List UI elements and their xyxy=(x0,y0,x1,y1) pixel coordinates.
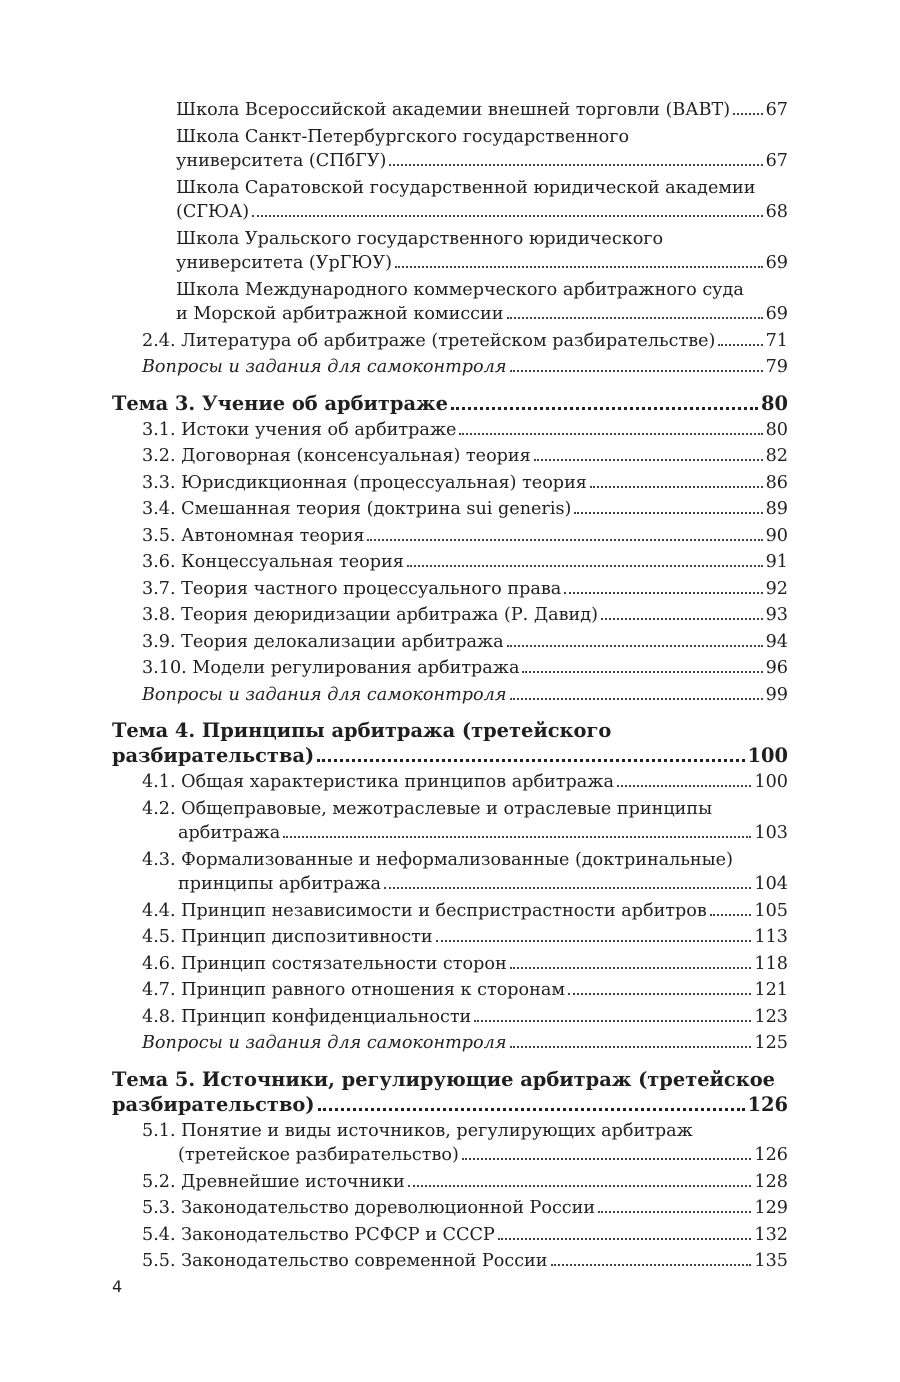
toc-entry xyxy=(112,1170,788,1195)
toc-entry xyxy=(112,630,788,655)
toc-page-number: 93 xyxy=(765,605,788,625)
toc-entry-title: 5.5. Законодательство современной России xyxy=(142,1251,548,1271)
dot-leader xyxy=(510,967,752,969)
toc-page-number: 128 xyxy=(754,1171,788,1192)
toc-entry-title: 3.3. Юрисдикционная (процессуальная) теория xyxy=(142,472,587,493)
toc-entry-title-cont: арбитража xyxy=(178,823,281,843)
dot-leader xyxy=(318,1108,745,1111)
toc-entry-title: Школа Саратовской государственной юридической академии xyxy=(176,177,756,198)
dot-leader xyxy=(252,215,762,217)
toc-entry-title: 5.3. Законодательство дореволюционной России xyxy=(142,1198,596,1218)
toc-page-number: 71 xyxy=(765,330,788,351)
toc-entry-title: 4.3. Формализованные и неформализованные (доктринальные) xyxy=(142,849,733,870)
topic-title: Тема 4. Принципы арбитража (третейского xyxy=(112,719,612,742)
toc-entry-title: 3.6. Концессуальная теория xyxy=(142,552,404,572)
toc-entry xyxy=(112,471,788,496)
topic-title: Тема 3. Учение об арбитраже xyxy=(112,391,448,415)
toc-entry-title: Вопросы и задания для самоконтроля xyxy=(142,1033,507,1053)
toc-page-number: 132 xyxy=(754,1224,788,1245)
toc-entry-title-cont: и Морской арбитражной комиссии xyxy=(176,304,504,324)
toc-entry-title: 3.2. Договорная (консенсуальная) теория xyxy=(142,446,531,466)
toc-entry xyxy=(112,418,788,443)
toc-page-number: 126 xyxy=(754,1145,788,1165)
toc-entry xyxy=(112,797,788,846)
toc-entry xyxy=(112,227,788,276)
toc-entry xyxy=(112,925,788,950)
toc-page-number: 67 xyxy=(765,100,788,120)
toc-entry-title: Школа Всероссийской академии внешней торговли (ВАВТ) xyxy=(176,100,731,120)
toc-entry-title: Вопросы и задания для самоконтроля xyxy=(142,357,507,377)
toc-entry xyxy=(112,1249,788,1274)
toc-page-number: 79 xyxy=(765,357,788,377)
toc-entry-title: 5.1. Понятие и виды источников, регулирующих арбитраж xyxy=(142,1120,693,1141)
toc-entry-questions xyxy=(112,355,788,380)
dot-leader xyxy=(407,565,763,567)
topic-title-cont: разбирательства) xyxy=(112,744,315,767)
toc-page-number: 104 xyxy=(754,874,788,894)
toc-entry xyxy=(112,848,788,897)
toc-page-number: 80 xyxy=(761,391,788,415)
toc-entry-title: Школа Уральского государственного юридического xyxy=(176,228,664,249)
toc-page-number: 123 xyxy=(754,1006,788,1027)
dot-leader xyxy=(408,1185,752,1187)
toc-entry-title: 3.10. Модели регулирования арбитража xyxy=(142,658,520,678)
dot-leader xyxy=(462,1158,752,1160)
toc-entry xyxy=(112,1119,788,1168)
toc-page-number: 103 xyxy=(754,823,788,843)
dot-leader xyxy=(507,317,763,319)
toc-entry-title: 4.4. Принцип независимости и беспристрастности арбитров xyxy=(142,900,707,921)
toc-page-number: 100 xyxy=(754,772,788,792)
dot-leader xyxy=(389,164,762,166)
toc-entry xyxy=(112,524,788,549)
toc-entry-title: 2.4. Литература об арбитраже (третейском разбирательстве) xyxy=(142,330,716,351)
dot-leader xyxy=(534,459,763,461)
toc-entry-title: 4.2. Общеправовые, межотраслевые и отраслевые принципы xyxy=(142,798,713,819)
toc-entry-title: Школа Санкт-Петербургского государственного xyxy=(176,126,630,147)
toc-entry-title: 5.2. Древнейшие источники xyxy=(142,1171,405,1192)
toc-page-number: 118 xyxy=(754,953,788,974)
toc-page-number: 94 xyxy=(765,631,788,652)
dot-leader xyxy=(498,1238,752,1240)
toc-entry xyxy=(112,550,788,575)
page-number: 4 xyxy=(112,1277,123,1296)
toc-entry xyxy=(112,1005,788,1030)
toc-page-number: 82 xyxy=(765,446,788,466)
dot-leader xyxy=(367,539,762,541)
topic-title-cont: разбирательство) xyxy=(112,1092,315,1116)
toc-entry-title: 3.7. Теория частного процессуального права xyxy=(142,578,562,599)
toc-page-number: 135 xyxy=(754,1251,788,1271)
dot-leader xyxy=(710,914,752,916)
toc-entry-title-cont: (СГЮА) xyxy=(176,202,250,222)
toc-page-number: 69 xyxy=(765,304,788,324)
toc-entry xyxy=(112,444,788,469)
toc-page-number: 99 xyxy=(765,684,788,705)
toc-entry xyxy=(112,603,788,628)
toc-page-number: 69 xyxy=(765,253,788,273)
toc-entry-title: 3.9. Теория делокализации арбитража xyxy=(142,631,504,652)
toc-entry-title: 3.4. Смешанная теория (доктрина sui generis) xyxy=(142,499,572,519)
dot-leader xyxy=(459,433,762,435)
toc-page-number: 105 xyxy=(754,900,788,921)
dot-leader xyxy=(510,1046,752,1048)
toc-page-number: 121 xyxy=(754,980,788,1000)
dot-leader xyxy=(574,512,762,514)
toc-entry xyxy=(112,656,788,681)
toc-page-number: 91 xyxy=(765,552,788,572)
toc-entry-title-cont: университета (СПбГУ) xyxy=(176,151,387,171)
toc-page-number: 113 xyxy=(754,927,788,947)
dot-leader xyxy=(395,266,763,268)
toc-page-number: 67 xyxy=(765,151,788,171)
toc-page-number: 80 xyxy=(765,419,788,440)
dot-leader xyxy=(551,1264,752,1266)
toc-entry-title: 3.1. Истоки учения об арбитраже xyxy=(142,419,457,440)
dot-leader xyxy=(590,486,763,488)
toc-page-number: 129 xyxy=(754,1198,788,1218)
dot-leader xyxy=(522,671,762,673)
toc-page-number: 125 xyxy=(754,1033,788,1053)
toc-entry-questions xyxy=(112,1031,788,1056)
dot-leader xyxy=(564,592,762,594)
toc-entry xyxy=(112,1196,788,1221)
toc-entry xyxy=(112,98,788,123)
toc-topic-heading xyxy=(112,1067,788,1117)
toc-entry xyxy=(112,577,788,602)
toc-entry xyxy=(112,329,788,354)
toc-entry xyxy=(112,125,788,174)
dot-leader xyxy=(568,993,751,995)
topic-title: Тема 5. Источники, регулирующие арбитраж (третейское xyxy=(112,1067,776,1091)
dot-leader xyxy=(733,113,762,115)
dot-leader xyxy=(718,344,762,346)
dot-leader xyxy=(601,618,763,620)
toc-entry-title: 4.7. Принцип равного отношения к сторонам xyxy=(142,980,566,1000)
toc-entry-title-cont: (третейское разбирательство) xyxy=(178,1145,459,1165)
toc-entry xyxy=(112,278,788,327)
toc-entry-title: 5.4. Законодательство РСФСР и СССР xyxy=(142,1224,495,1245)
toc-entry xyxy=(112,770,788,795)
toc-entry-title: 3.8. Теория деюридизации арбитража (Р. Давид) xyxy=(142,605,598,625)
dot-leader xyxy=(507,645,763,647)
dot-leader xyxy=(317,759,744,762)
dot-leader xyxy=(510,698,763,700)
toc-entry-title: Вопросы и задания для самоконтроля xyxy=(142,684,507,705)
toc-page-number: 92 xyxy=(765,578,788,599)
toc-entry-questions xyxy=(112,683,788,708)
toc-entry-title: 4.8. Принцип конфиденциальности xyxy=(142,1006,472,1027)
dot-leader xyxy=(384,887,751,889)
dot-leader xyxy=(510,370,763,372)
toc-page-number: 126 xyxy=(747,1092,788,1116)
toc-page-number: 90 xyxy=(765,525,788,546)
dot-leader xyxy=(436,940,752,942)
dot-leader xyxy=(283,836,751,838)
toc-entry xyxy=(112,497,788,522)
toc-topic-heading xyxy=(112,391,788,416)
toc-entry xyxy=(112,978,788,1003)
toc-entry-title: 4.1. Общая характеристика принципов арбитража xyxy=(142,772,614,792)
toc-page-number: 89 xyxy=(765,499,788,519)
toc-entry xyxy=(112,899,788,924)
toc-page-number: 68 xyxy=(765,202,788,222)
toc-entry xyxy=(112,176,788,225)
toc-page-number: 100 xyxy=(747,744,788,767)
toc-entry-title: 3.5. Автономная теория xyxy=(142,525,365,546)
dot-leader xyxy=(617,785,751,787)
dot-leader xyxy=(451,407,758,410)
table-of-contents xyxy=(112,98,788,1276)
toc-page-number: 96 xyxy=(765,658,788,678)
toc-entry xyxy=(112,1223,788,1248)
toc-entry-title: 4.6. Принцип состязательности сторон xyxy=(142,953,507,974)
toc-entry xyxy=(112,952,788,977)
toc-entry-title-cont: принципы арбитража xyxy=(178,874,382,894)
toc-entry-title: Школа Международного коммерческого арбитражного суда xyxy=(176,279,744,300)
toc-entry-title: 4.5. Принцип диспозитивности xyxy=(142,927,433,947)
toc-page-number: 86 xyxy=(765,472,788,493)
dot-leader xyxy=(474,1020,751,1022)
toc-entry-title-cont: университета (УрГЮУ) xyxy=(176,253,392,273)
toc-topic-heading xyxy=(112,718,788,768)
dot-leader xyxy=(598,1211,751,1213)
